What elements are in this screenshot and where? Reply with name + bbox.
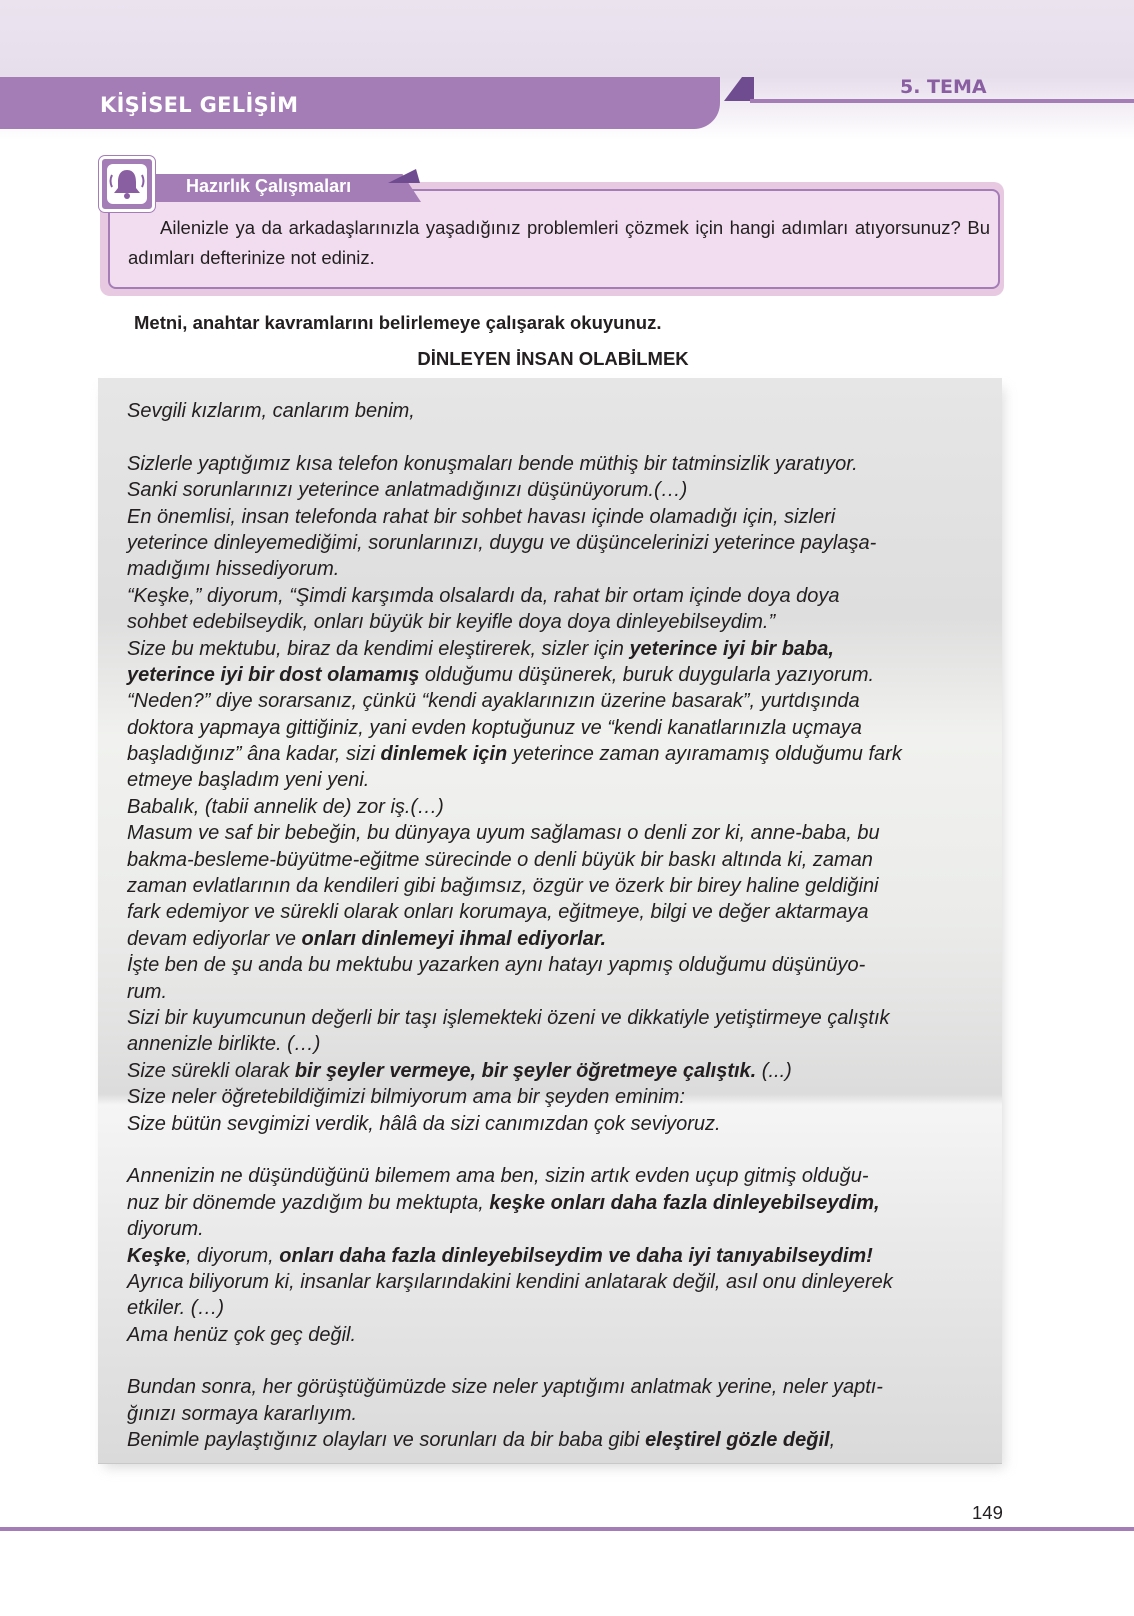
letter-line: doktora yapmaya gittiğiniz, yani evden koptuğunuz ve “kendi kanatlarınızla uçmaya xyxy=(127,716,862,739)
letter-line: devam ediyorlar ve onları dinlemeyi ihmal ediyorlar. xyxy=(127,927,607,950)
reading-instruction: Metni, anahtar kavramlarını belirlemeye çalışarak okuyunuz. xyxy=(134,312,662,333)
letter-line: yeterince dinleyemediğimi, sorunlarınızı, duygu ve düşüncelerinizi yeterince paylaşa- xyxy=(127,531,877,554)
emphasis: onları dinlemeyi ihmal ediyorlar. xyxy=(301,927,607,950)
letter-line: Annenizin ne düşündüğünü bilemem ama ben, sizin artık evden uçup gitmiş olduğu- xyxy=(127,1165,869,1188)
emphasis: yeterince iyi bir dost olamamış xyxy=(127,663,420,686)
letter-line: En önemlisi, insan telefonda rahat bir sohbet havası içinde olamadığı için, sizleri xyxy=(127,505,836,528)
emphasis: eleştirel gözle değil xyxy=(645,1429,830,1452)
letter-line: Benimle paylaştığınız olayları ve sorunları da bir baba gibi eleştirel gözle değil, xyxy=(127,1429,836,1452)
theme-label: 5. TEMA xyxy=(900,76,987,98)
letter-line: İşte ben de şu anda bu mektubu yazarken aynı hatayı yapmış olduğumu düşünüyo- xyxy=(127,954,866,977)
letter-line: rum. xyxy=(127,980,167,1003)
letter-text xyxy=(127,398,967,1454)
preparation-text: Ailenizle ya da arkadaşlarınızla yaşadığınız problemleri çözmek için hangi adımları atıyorsunuz? Bu adımları defterinize not ediniz. xyxy=(128,217,990,268)
letter-line: madığımı hissediyorum. xyxy=(127,558,340,581)
page-number: 149 xyxy=(972,1502,1003,1523)
letter-line: Sizlerle yaptığımız kısa telefon konuşmaları bende müthiş bir tatminsizlik yaratıyor. xyxy=(127,452,858,475)
letter-line: yeterince iyi bir dost olamamış olduğumu düşünerek, buruk duygularla yazıyorum. xyxy=(127,663,875,686)
preparation-label: Hazırlık Çalışmaları xyxy=(186,176,352,196)
letter-line: Size bütün sevgimizi verdik, hâlâ da sizi canımızdan çok seviyoruz. xyxy=(127,1112,721,1135)
section-title: KİŞİSEL GELİŞİM xyxy=(100,93,299,117)
footer-line xyxy=(0,1527,1134,1531)
letter-line: annenizle birlikte. (…) xyxy=(127,1033,321,1056)
letter-line: başladığınız” âna kadar, sizi dinlemek için yeterince zaman ayıramamış olduğumu fark xyxy=(127,743,902,766)
text-title: DİNLEYEN İNSAN OLABİLMEK xyxy=(417,348,689,369)
letter-line: Masum ve saf bir bebeğin, bu dünyaya uyum sağlaması o denli zor ki, anne-baba, bu xyxy=(127,822,880,845)
emphasis: keşke onları daha fazla dinleyebilseydim, xyxy=(489,1191,880,1214)
letter-line: Ama henüz çok geç değil. xyxy=(127,1323,357,1346)
bell-icon xyxy=(99,156,155,212)
letter-line: Size neler öğretebildiğimizi bilmiyorum ama bir şeyden eminim: xyxy=(127,1086,685,1109)
emphasis: yeterince iyi bir baba, xyxy=(629,637,834,660)
letter-line: Babalık, (tabii annelik de) zor iş.(…) xyxy=(127,795,444,818)
letter-line: etmeye başladım yeni yeni. xyxy=(127,769,370,792)
emphasis: Keşke xyxy=(127,1244,186,1267)
letter-line: Keşke, diyorum, onları daha fazla dinleyebilseydim ve daha iyi tanıyabilseydim! xyxy=(127,1244,873,1267)
letter-line: sohbet edebilseydik, onları büyük bir keyifle doya doya dinleyebilseydim.” xyxy=(127,611,776,634)
letter-line: Size bu mektubu, biraz da kendimi eleştirerek, sizler için yeterince iyi bir baba, xyxy=(127,637,834,660)
letter-line: “Keşke,” diyorum, “Şimdi karşımda olsalardı da, rahat bir ortam içinde doya doya xyxy=(127,584,840,607)
letter-line: etkiler. (…) xyxy=(127,1297,225,1320)
letter-line: diyorum. xyxy=(127,1218,204,1241)
letter-line: fark edemiyor ve sürekli olarak onları korumaya, eğitmeye, bilgi ve değer aktarmaya xyxy=(127,901,869,924)
letter-line: Sanki sorunlarınızı yeterince anlatmadığınızı düşünüyorum.(…) xyxy=(127,479,688,502)
letter-line: nuz bir dönemde yazdığım bu mektupta, keşke onları daha fazla dinleyebilseydim, xyxy=(127,1191,880,1214)
letter-line: Sizi bir kuyumcunun değerli bir taşı işlemekteki özeni ve dikkatiyle yetiştirmeye çalıştık xyxy=(127,1006,890,1029)
letter-line: bakma-besleme-büyütme-eğitme sürecinde o denli büyük bir baskı altında ki, zaman xyxy=(127,848,873,871)
letter-line: Bundan sonra, her görüştüğümüzde size neler yaptığımı anlatmak yerine, neler yaptı- xyxy=(127,1376,883,1399)
letter-line: Size sürekli olarak bir şeyler vermeye, bir şeyler öğretmeye çalıştık. (...) xyxy=(127,1059,792,1082)
letter-line: zaman evlatlarının da kendileri gibi bağımsız, özgür ve özerk bir birey haline geldiğini xyxy=(127,875,879,898)
letter-line: ğınızı sormaya kararlıyım. xyxy=(127,1402,358,1425)
letter-line: Sevgili kızlarım, canlarım benim, xyxy=(127,400,415,422)
emphasis: bir şeyler vermeye, bir şeyler öğretmeye çalıştık. xyxy=(294,1059,757,1082)
theme-underline xyxy=(750,99,1134,103)
letter-line: “Neden?” diye sorarsanız, çünkü “kendi ayaklarınızın üzerine basarak”, yurtdışında xyxy=(127,690,860,713)
emphasis: onları daha fazla dinleyebilseydim ve daha iyi tanıyabilseydim! xyxy=(279,1244,873,1267)
emphasis: dinlemek için xyxy=(380,743,508,766)
letter-line: Ayrıca biliyorum ki, insanlar karşılarındakini kendini anlatarak değil, asıl onu dinleyerek xyxy=(127,1270,893,1293)
